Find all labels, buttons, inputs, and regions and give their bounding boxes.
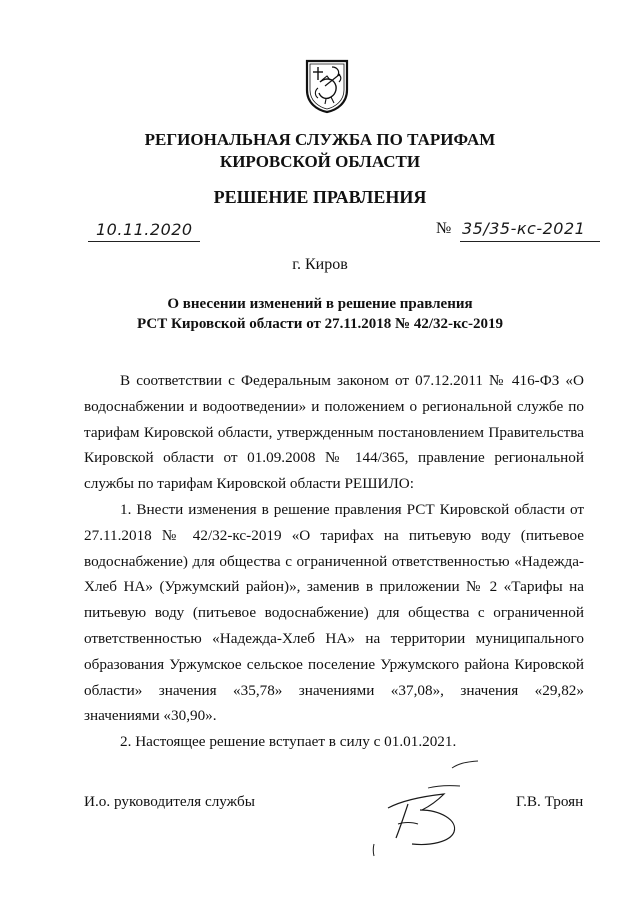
subject-line1: О внесении изменений в решение правления <box>167 296 473 312</box>
signatory-name: Г.В. Троян <box>516 793 584 810</box>
document-subject <box>0 294 640 334</box>
number-sign: № <box>436 220 452 237</box>
document-body <box>84 368 584 755</box>
ink-mark <box>450 758 480 772</box>
number-field <box>436 218 606 242</box>
paragraph-item-2: 2. Настоящее решение вступает в силу с 01.01.2021. <box>120 733 457 751</box>
handwritten-signature <box>368 780 472 860</box>
city: г. Киров <box>292 256 348 273</box>
coat-of-arms-icon <box>304 58 350 114</box>
organization-name <box>0 129 640 173</box>
signatory-position: И.о. руководителя службы <box>84 793 255 810</box>
handwritten-date: 10.11.2020 <box>96 220 193 239</box>
subject-line2: РСТ Кировской области от 27.11.2018 № 42/32-кс-2019 <box>137 316 503 332</box>
paragraph-item-1: 1. Внести изменения в решение правления РСТ Кировской области от 27.11.2018 № 42/32-кс-2019 «О тарифах на питьевую воду (питьевое водоснабжение) для общества с ограниченной ответственностью «Надежда-Хлеб НА» (Уржумский район)», заменив в приложении № 2 «Тарифы на питьевую воду (питьевое водоснабжение) для общества с ограниченной ответственностью «Надежда-Хлеб НА» на территории муниципального образования Уржумское сельское поселение Уржумского района Кировской области» значения «35,78» значениями «37,08», значения «29,82» значениями «30,90». <box>84 500 584 725</box>
number-underline <box>460 241 600 242</box>
date-field <box>88 219 200 242</box>
document-type: РЕШЕНИЕ ПРАВЛЕНИЯ <box>213 187 427 207</box>
paragraph-preamble: В соответствии с Федеральным законом от 07.12.2011 № 416-ФЗ «О водоснабжении и водоотведении» и положением о региональной службе по тарифам Кировской области, утвержденным постановлением Правительства Кировской области от 01.09.2008 № 144/365, правление региональной службы по тарифам Кировской области РЕШИЛО: <box>84 372 584 493</box>
organization-name-line2: КИРОВСКОЙ ОБЛАСТИ <box>219 152 421 171</box>
organization-name-line1: РЕГИОНАЛЬНАЯ СЛУЖБА ПО ТАРИФАМ <box>144 130 496 149</box>
handwritten-number: 35/35-кс-2021 <box>462 219 586 238</box>
